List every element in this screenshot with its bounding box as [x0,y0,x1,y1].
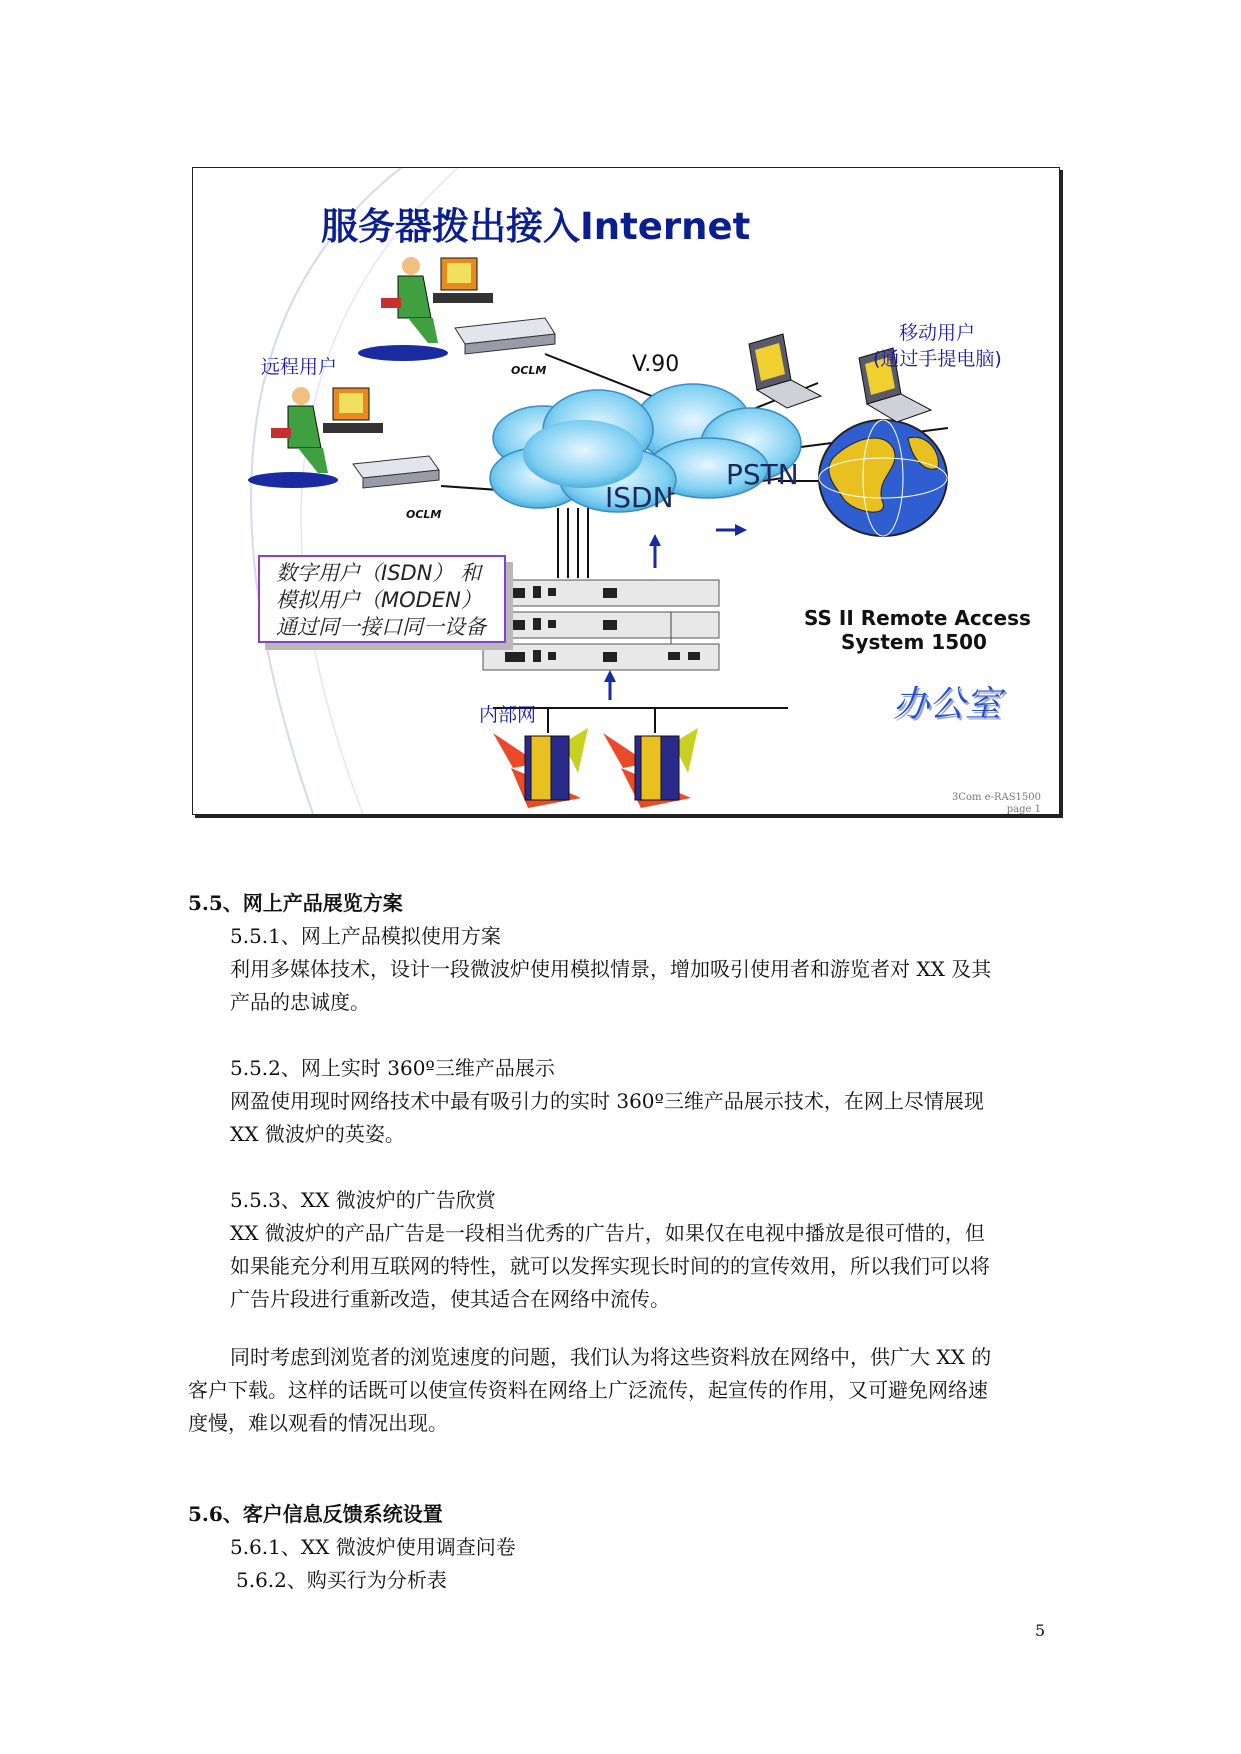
laptop-icon [749,334,821,408]
system-name-line2: System 1500 [841,630,987,654]
server-icon [493,728,588,808]
body-text: 网盈使用现时网络技术中最有吸引力的实时 360º三维产品展示技术，在网上尽情展现 [230,1089,984,1113]
figure-title: 服务器拨出接入Internet [321,205,751,248]
subsection-title: 5.5.3、XX 微波炉的广告欣赏 [230,1188,496,1212]
pstn-label: PSTN [726,458,799,491]
list-item: 5.6.2、购买行为分析表 [236,1568,447,1592]
figure-page-number: page 1 [1006,804,1041,815]
subsection-title: 5.5.2、网上实时 360º三维产品展示 [230,1056,555,1080]
mobile-user-sublabel: (通过手提电脑) [873,348,1002,370]
intranet-label: 内部网 [479,704,537,726]
body-text: 如果能充分利用互联网的特性，就可以发挥实现长时间的的宣传效用，所以我们可以将 [230,1254,990,1278]
globe-icon [819,420,947,536]
section-heading: 5.6、客户信息反馈系统设置 [188,1502,443,1526]
mobile-user-label: 移动用户 [899,322,976,344]
callout-line: 数字用户（ISDN） 和 [276,561,482,585]
v90-label: V.90 [632,352,680,377]
up-arrow-icon [604,670,616,700]
office-label: 办公室 [893,684,1002,725]
body-text: 同时考虑到浏览者的浏览速度的问题，我们认为将这些资料放在网络中，供广大 XX 的 [230,1345,992,1369]
oclm-label: OCLM [406,508,442,521]
server-icon [603,728,698,808]
modem-icon [353,456,439,488]
network-diagram-figure [192,167,1060,815]
callout-line: 模拟用户（MODEN） [276,588,482,612]
body-text: XX 微波炉的产品广告是一段相当优秀的广告片，如果仅在电视中播放是很可惜的，但 [230,1221,985,1245]
callout-line: 通过同一接口同一设备 [276,615,486,639]
oclm-label: OCLM [511,364,547,377]
body-text: XX 微波炉的英姿。 [230,1122,405,1146]
body-text: 客户下载。这样的话既可以使宣传资料在网络上广泛流传，起宣传的作用，又可避免网络速 [188,1378,988,1402]
subsection-title: 5.5.1、网上产品模拟使用方案 [230,924,501,948]
section-heading: 5.5、网上产品展览方案 [188,891,403,915]
body-text: 产品的忠诚度。 [230,990,370,1014]
isdn-label: ISDN [605,481,674,514]
remote-user-label: 远程用户 [261,356,338,378]
callout-box [258,555,506,643]
figure-footer: 3Com e-RAS1500 [951,792,1041,803]
up-arrow-icon [649,534,661,568]
list-item: 5.6.1、XX 微波炉使用调查问卷 [230,1535,516,1559]
system-name-line1: SS II Remote Access [804,606,1031,630]
cloud-to-rack-lines [558,508,588,578]
modem-icon [455,318,555,354]
body-text: 度慢，难以观看的情况出现。 [188,1411,448,1435]
remote-access-server-rack [483,580,719,670]
right-arrow-icon [716,524,747,536]
body-text: 利用多媒体技术，设计一段微波炉使用模拟情景，增加吸引使用者和游览者对 XX 及其 [230,957,992,981]
page-number: 5 [1035,1621,1046,1640]
body-text: 广告片段进行重新改造，使其适合在网络中流传。 [230,1287,670,1311]
